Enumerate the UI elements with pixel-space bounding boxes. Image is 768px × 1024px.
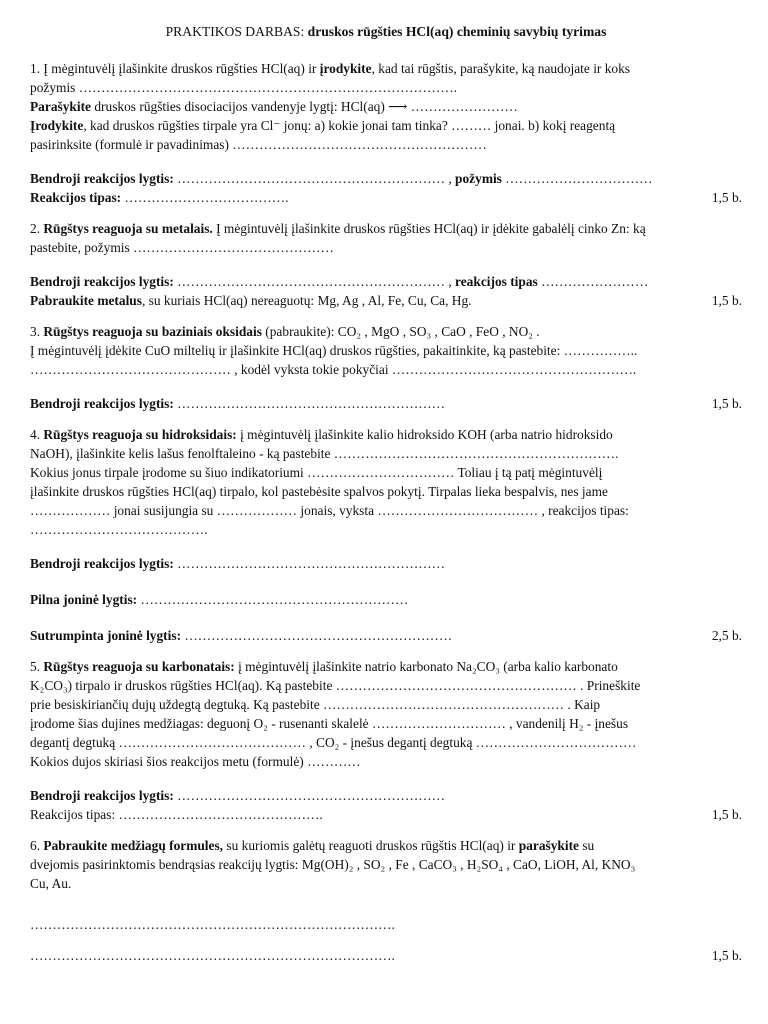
s1-line3 (30, 97, 742, 116)
s4-short-ionic-row (30, 626, 742, 645)
type-label: Reakcijos tipas: (30, 190, 122, 205)
worksheet (30, 22, 742, 965)
s6-line2: dvejomis pasirinktomis bendrąsias reakcijų lygtis: Mg(OH)₂ , SO₂ , Fe , CaCO₃ , H₂SO₄ , CaO, LiOH, Al, KNO₃ (30, 857, 636, 872)
s1-type-row (30, 188, 742, 207)
metals-label: Pabraukite metalus (30, 293, 142, 308)
s5-line1 (30, 657, 742, 676)
equation-label: Bendroji reakcijos lygtis: (30, 171, 174, 186)
s6-answer-line-1: ………………………………………………………………………. (30, 917, 395, 932)
s4-line6: …………………………………. (30, 522, 208, 537)
answer-blank: …………………………………………………… (173, 788, 445, 803)
s5-line5: degantį degtuką …………………………………… , CO₂ - įnešus degantį degtuką ……………………………… (30, 735, 637, 750)
s4-line3: Kokius jonus tirpale įrodome su šiuo indikatoriumi …………………………… Toliau į tą patį mėgintuvėlį (30, 465, 603, 480)
answer-blank: …………………………………………………… (173, 396, 445, 411)
s6-text: su (579, 838, 595, 853)
s1-line2: požymis …………………………………………………………………………. (30, 80, 458, 95)
s1-text: , kad tai rūgštis, parašykite, ką naudojate ir koks (371, 61, 631, 76)
answer-blank: …………………………………………………… , (173, 274, 456, 289)
s5-line2: K₂CO₃) tirpalo ir druskos rūgšties HCl(aq). Ką pastebite ……………………………………………… . Prineškite (30, 678, 641, 693)
s3-keyword: Rūgštys reaguoja su baziniais oksidais (43, 324, 262, 339)
s1-line4 (30, 116, 742, 135)
answer-blank: …………………………………………………… (137, 592, 409, 607)
s4-text: į mėgintuvėlį įlašinkite kalio hidroksido KOH (arba natrio hidroksido (236, 427, 613, 442)
s1-text: druskos rūgšties disociacijos vandenyje lygtį: HCl(aq) ⟶ …………………… (91, 99, 518, 114)
s5-text: į mėgintuvėlį įlašinkite natrio karbonato Na₂CO₃ (arba kalio karbonato (234, 659, 618, 674)
s2-text: 2. (30, 221, 44, 236)
answer-blank: …………………… (537, 274, 649, 289)
answer-blank: …………………………… (501, 171, 653, 186)
s1-equation (30, 169, 742, 188)
title-label: PRAKTIKOS DARBAS: (165, 24, 305, 39)
s5-line6: Kokios dujos skiriasi šios reakcijos metu (formulė) ………… (30, 754, 361, 769)
s2-line2: pastebite, požymis ……………………………………… (30, 240, 334, 255)
section-4 (30, 425, 742, 645)
s1-keyword: įrodykite (319, 61, 372, 76)
s4-line2: NaOH), įlašinkite kelis lašus fenolftaleino - ką pastebite ………………………………………………………. (30, 446, 619, 461)
s1-keyword: Įrodykite (30, 118, 84, 133)
section-3 (30, 322, 742, 413)
s1-text: 1. Į mėgintuvėlį įlašinkite druskos rūgšties HCl(aq) ir (30, 61, 320, 76)
s4-full-ionic (30, 590, 742, 609)
section-6 (30, 836, 742, 965)
s5-line3: prie besiskiriančių dujų uždegtą degtuką. Ką pastebite ……………………………………………… . Kaip (30, 697, 601, 712)
s2-equation (30, 272, 742, 291)
points-badge: 1,5 b. (711, 807, 742, 822)
section-1 (30, 59, 742, 207)
section-2 (30, 219, 742, 310)
answer-blank: …………………………………………………… (173, 556, 445, 571)
answer-blank: …………………………………………………… (181, 628, 453, 643)
s4-equation (30, 554, 742, 573)
s3-line1 (30, 322, 742, 341)
s4-keyword: Rūgštys reaguoja su hidroksidais: (43, 427, 237, 442)
s2-text: , su kuriais HCl(aq) nereaguotų: Mg, Ag , Al, Fe, Cu, Ca, Hg. (141, 293, 472, 308)
s5-text: 5. (30, 659, 44, 674)
full-ionic-label: Pilna joninė lygtis: (30, 592, 138, 607)
page-title (30, 22, 742, 41)
s1-keyword: Parašykite (30, 99, 91, 114)
s3-line2: Į mėgintuvėlį įdėkite CuO miltelių ir įlašinkite HCl(aq) druskos rūgšties, pakaitinkite, ką pastebite: …………….. (30, 343, 638, 358)
sign-label: požymis (455, 171, 502, 186)
s6-line3: Cu, Au. (30, 876, 72, 891)
equation-label: Bendroji reakcijos lygtis: (30, 788, 174, 803)
s4-text: 4. (30, 427, 44, 442)
s1-line5: pasirinksite (formulė ir pavadinimas) ………………………………………………… (30, 137, 487, 152)
equation-label: Bendroji reakcijos lygtis: (30, 274, 174, 289)
s1-text: , kad druskos rūgšties tirpale yra Cl⁻ jonų: a) kokie jonai tam tinka? ……… jonai. b) kokį reagentą (83, 118, 616, 133)
s5-type-row (30, 805, 742, 824)
title-topic: druskos rūgšties HCl(aq) cheminių savybių tyrimas (307, 24, 607, 39)
s3-equation-row (30, 394, 742, 413)
s3-line3: ……………………………………… , kodėl vyksta tokie pokyčiai ………………………………………………. (30, 362, 637, 377)
s2-text: Į mėgintuvėlį įlašinkite druskos rūgšties HCl(aq) ir įdėkite gabalėlį cinko Zn: ką (212, 221, 646, 236)
s6-text: su kuriomis galėtų reaguoti druskos rūgštis HCl(aq) ir (223, 838, 519, 853)
short-ionic-label: Sutrumpinta joninė lygtis: (30, 628, 182, 643)
s4-line5: ……………… jonai susijungia su ……………… jonais, vyksta ……………………………… , reakcijos tipas: (30, 503, 629, 518)
s4-line4: įlašinkite druskos rūgšties HCl(aq) tirpalo, kol pastebėsite spalvos pokytį. Tirpalas lieka bespalvis, nes jame (30, 484, 608, 499)
s2-metals-row (30, 291, 742, 310)
s6-text: 6. (30, 838, 44, 853)
s6-keyword: parašykite (518, 838, 579, 853)
points-badge: 2,5 b. (711, 628, 742, 643)
s2-keyword: Rūgštys reaguoja su metalais. (43, 221, 213, 236)
s6-line1 (30, 836, 742, 855)
s5-line4: įrodome šias dujines medžiagas: deguonį O₂ - rusenanti skalelė ………………………… , vandenilį H₂ - įnešus (30, 716, 629, 731)
s3-text: 3. (30, 324, 44, 339)
s6-keyword: Pabraukite medžiagų formules, (43, 838, 224, 853)
s5-equation (30, 786, 742, 805)
type-label: reakcijos tipas (455, 274, 538, 289)
s1-line1 (30, 59, 742, 78)
s6-answer-line-2: ………………………………………………………………………. (30, 948, 395, 963)
equation-label: Bendroji reakcijos lygtis: (30, 556, 174, 571)
s2-line1 (30, 219, 742, 238)
points-badge: 1,5 b. (711, 396, 742, 411)
s6-answer-row-2 (30, 946, 742, 965)
s5-keyword: Rūgštys reaguoja su karbonatais: (43, 659, 235, 674)
section-5 (30, 657, 742, 824)
points-badge: 1,5 b. (711, 948, 742, 963)
answer-blank: …………………………………………………… , (173, 171, 456, 186)
answer-blank: ………………………………………. (115, 807, 323, 822)
points-badge: 1,5 b. (711, 190, 742, 205)
s3-text: (pabraukite): CO₂ , MgO , SO₃ , CaO , FeO , NO₂ . (261, 324, 540, 339)
type-label: Reakcijos tipas: (30, 807, 116, 822)
answer-blank: ………………………………. (121, 190, 289, 205)
equation-label: Bendroji reakcijos lygtis: (30, 396, 174, 411)
s4-line1 (30, 425, 742, 444)
points-badge: 1,5 b. (711, 293, 742, 308)
